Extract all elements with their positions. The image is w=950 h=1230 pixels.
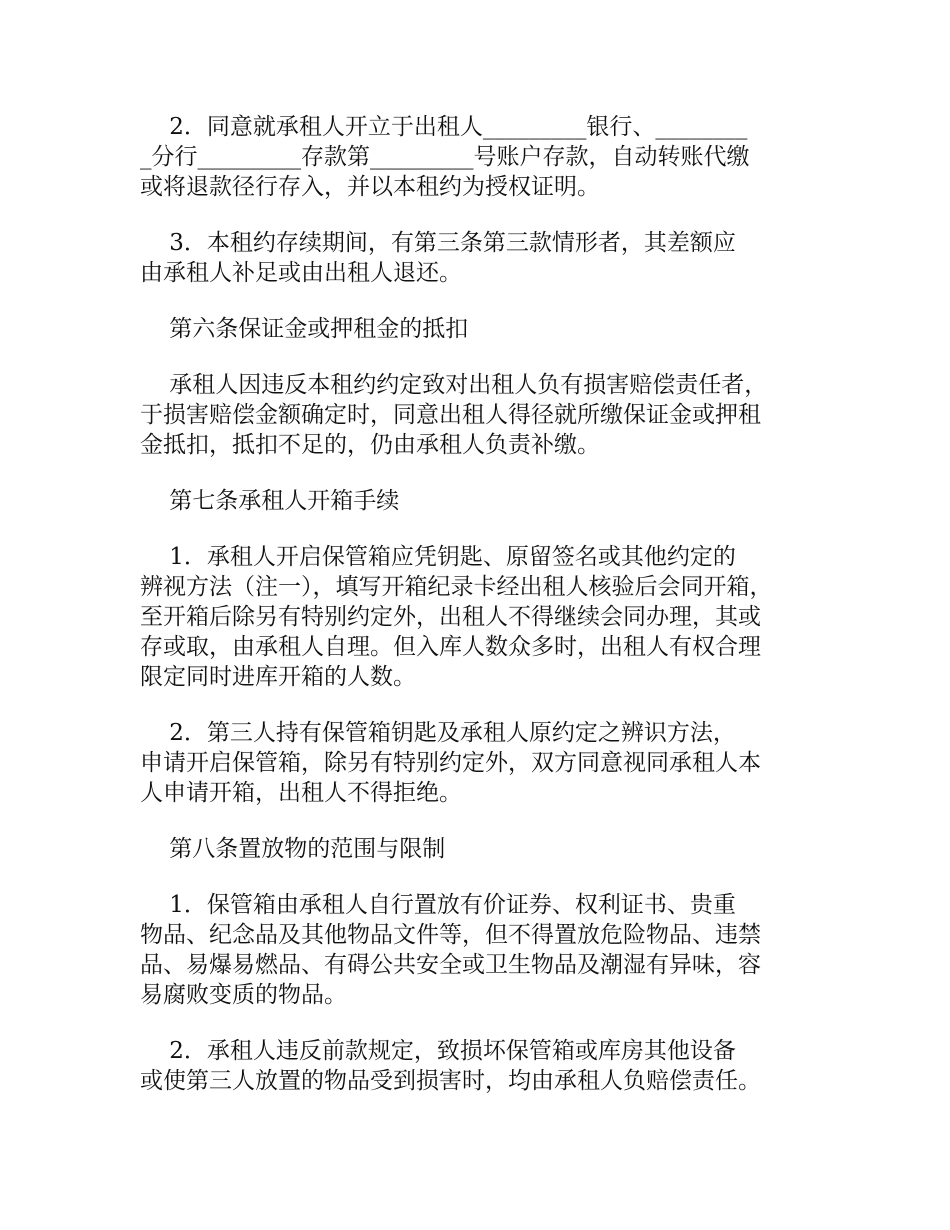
text-line: 人申请开箱，出租人不得拒绝。	[140, 780, 462, 806]
text-line: 物品、纪念品及其他物品文件等，但不得置放危险物品、违禁	[140, 922, 761, 948]
text-line: 品、易爆易燃品、有碍公共安全或卫生物品及潮湿有异味，容	[140, 952, 761, 978]
text-line: 或将退款径行存入，并以本租约为授权证明。	[140, 174, 600, 200]
text-line: 存或取，由承租人自理。但入库人数众多时，出租人有权合理	[140, 634, 761, 660]
heading-text: 第六条保证金或押租金的抵扣	[140, 316, 469, 342]
text-line: 或使第三人放置的物品受到损害时，均由承租人负赔偿责任。	[140, 1068, 761, 1094]
text-line: 申请开启保管箱，除另有特别约定外，双方同意视同承租人本	[140, 750, 761, 776]
section-heading	[140, 314, 815, 344]
text-line: 至开箱后除另有特别约定外，出租人不得继续会同办理，其或	[140, 604, 761, 630]
paragraph	[140, 370, 815, 460]
paragraph	[140, 542, 815, 692]
text-line: 由承租人补足或由出租人退还。	[140, 260, 462, 286]
text-line: 1．保管箱由承租人自行置放有价证券、权利证书、贵重	[140, 892, 736, 918]
text-line: 金抵扣，抵扣不足的，仍由承租人负责补缴。	[140, 432, 600, 458]
text-line: 2．同意就承租人开立于出租人_________银行、________	[140, 114, 748, 140]
text-line: 辨视方法（注一），填写开箱纪录卡经出租人核验后会同开箱，	[140, 574, 773, 600]
section-heading	[140, 486, 815, 516]
paragraph	[140, 718, 815, 808]
document-page	[140, 112, 815, 1122]
text-line: 限定同时进库开箱的人数。	[140, 664, 416, 690]
text-line: 2．承租人违反前款规定，致损坏保管箱或库房其他设备	[140, 1038, 736, 1064]
heading-text: 第八条置放物的范围与限制	[140, 836, 446, 862]
text-line: 易腐败变质的物品。	[140, 982, 347, 1008]
text-line: 于损害赔偿金额确定时，同意出租人得径就所缴保证金或押租	[140, 402, 761, 428]
paragraph	[140, 1036, 815, 1096]
text-line: 2．第三人持有保管箱钥匙及承租人原约定之辨识方法，	[140, 720, 736, 746]
section-heading	[140, 834, 815, 864]
text-line: 承租人因违反本租约约定致对出租人负有损害赔偿责任者，	[140, 372, 768, 398]
paragraph	[140, 112, 815, 202]
paragraph	[140, 228, 815, 288]
text-line: _分行_________存款第_________号账户存款，自动转账代缴	[140, 144, 750, 170]
text-line: 1．承租人开启保管箱应凭钥匙、原留签名或其他约定的	[140, 544, 736, 570]
heading-text: 第七条承租人开箱手续	[140, 488, 400, 514]
paragraph	[140, 890, 815, 1010]
text-line: 3．本租约存续期间，有第三条第三款情形者，其差额应	[140, 230, 736, 256]
